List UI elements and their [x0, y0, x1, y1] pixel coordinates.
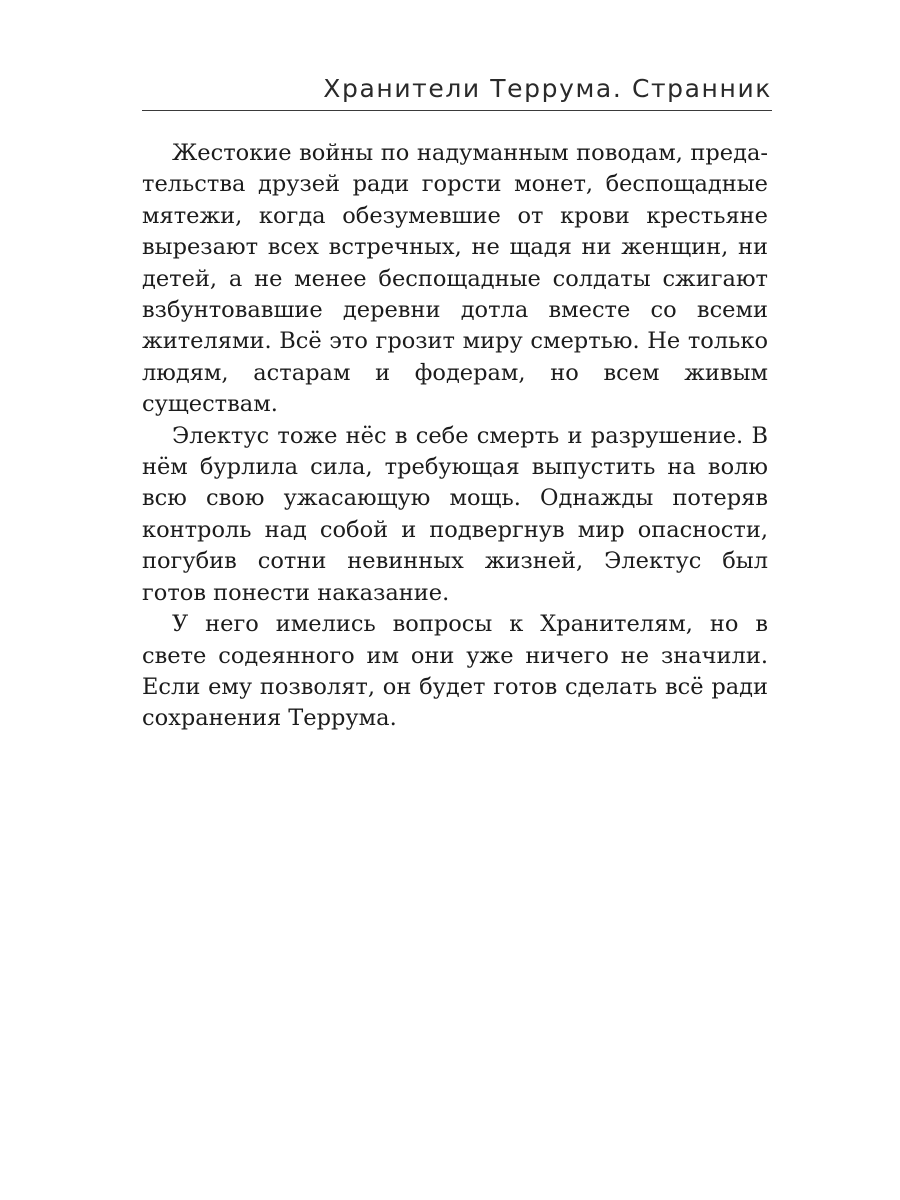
body-text — [142, 138, 768, 735]
paragraph-3: У него имелись вопросы к Хранителям, но в свете содеянного им они уже ничего не значили. Если ему позволят, он будет готов сделать всё ради сохранения Террума. — [142, 611, 768, 732]
paragraph-2: Электус тоже нёс в себе смерть и разрушение. В нём бурлила сила, требующая выпустить на волю всю свою ужасающую мощь. Однажды потеряв контроль над собой и подвергнув мир опасности, погубив сотни невинных жизней, Электус был готов понести наказание. — [142, 422, 768, 606]
running-header-title: Хранители Террума. Странник — [323, 74, 772, 103]
header-rule — [142, 110, 772, 111]
paragraph-1: Жестокие войны по надуманным поводам, предательства друзей ради горсти монет, беспощадные мятежи, когда обезумевшие от крови крестьяне вырезают всех встречных, не щадя ни женщин, ни детей, а не менее беспощадные солдаты сжигают взбунтовавшие деревни дотла вместе со всеми жителями. Всё это грозит миру смертью. Не только людям, астарам и фодерам, но всем живым существам. — [142, 140, 768, 418]
